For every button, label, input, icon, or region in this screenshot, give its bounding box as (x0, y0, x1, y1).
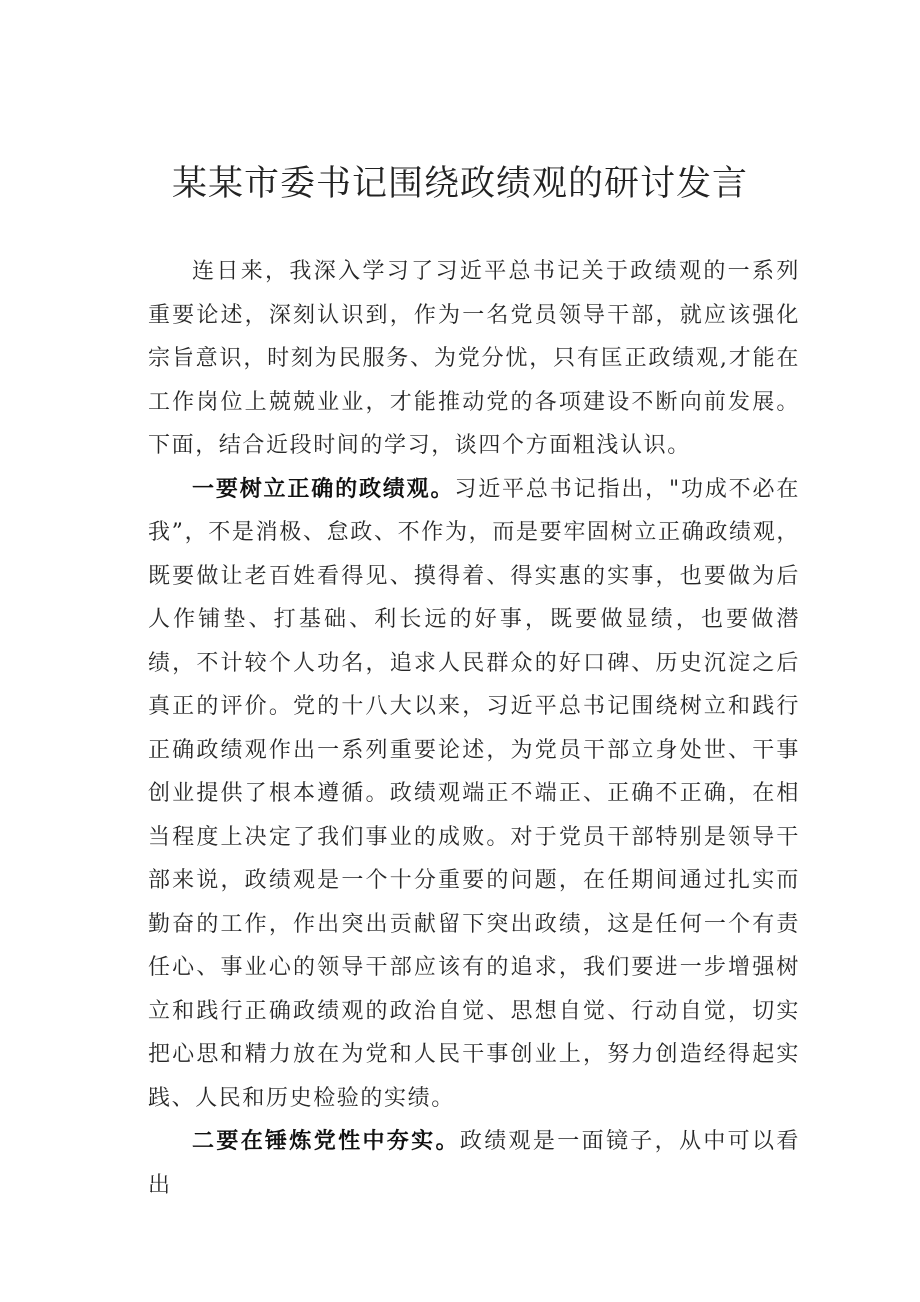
document-title: 某某市委书记围绕政绩观的研讨发言 (171, 164, 748, 204)
paragraph-text: 政绩观是一面镜子，从中可以看出 (148, 1129, 800, 1198)
paragraph-lead: 二要在锤炼党性中夯实。 (192, 1128, 460, 1154)
paragraph-lead: 一要树立正确的政绩观。 (192, 475, 455, 502)
document-body (148, 250, 800, 1207)
paragraph-point-one (148, 468, 800, 1121)
paragraph-intro (148, 250, 800, 468)
paragraph-text: 习近平总书记指出，"功成不必在我”，不是消极、怠政、不作为，而是要牢固树立正确政绩观，既要做让老百姓看得见、摸得着、得实惠的实事，也要做为后人作铺垫、打基础、利长远的好事，既要做显绩，也要做潜绩，不计较个人功名，追求人民群众的好口碑、历史沉淀之后真正的评价。党的十八大以来，习近平总书记围绕树立和践行正确政绩观作出一系列重要论述，为党员干部立身处世、干事创业提供了根本遵循。政绩观端正不端正、正确不正确，在相当程度上决定了我们事业的成败。对于党员干部特别是领导干部来说，政绩观是一个十分重要的问题，在任期间通过扎实而勤奋的工作，作出突出贡献留下突出政绩，这是任何一个有责任心、事业心的领导干部应该有的追求，我们要进一步增强树立和践行正确政绩观的政治自觉、思想自觉、行动自觉，切实把心思和精力放在为党和人民干事创业上，努力创造经得起实践、人民和历史检验的实绩。 (148, 476, 800, 1111)
paragraph-text: 连日来，我深入学习了习近平总书记关于政绩观的一系列重要论述，深刻认识到，作为一名党员领导干部，就应该强化宗旨意识，时刻为民服务、为党分忧，只有匡正政绩观,才能在工作岗位上兢兢业业，才能推动党的各项建设不断向前发展。下面，结合近段时间的学习，谈四个方面粗浅认识。 (148, 259, 800, 458)
paragraph-point-two (148, 1120, 800, 1207)
